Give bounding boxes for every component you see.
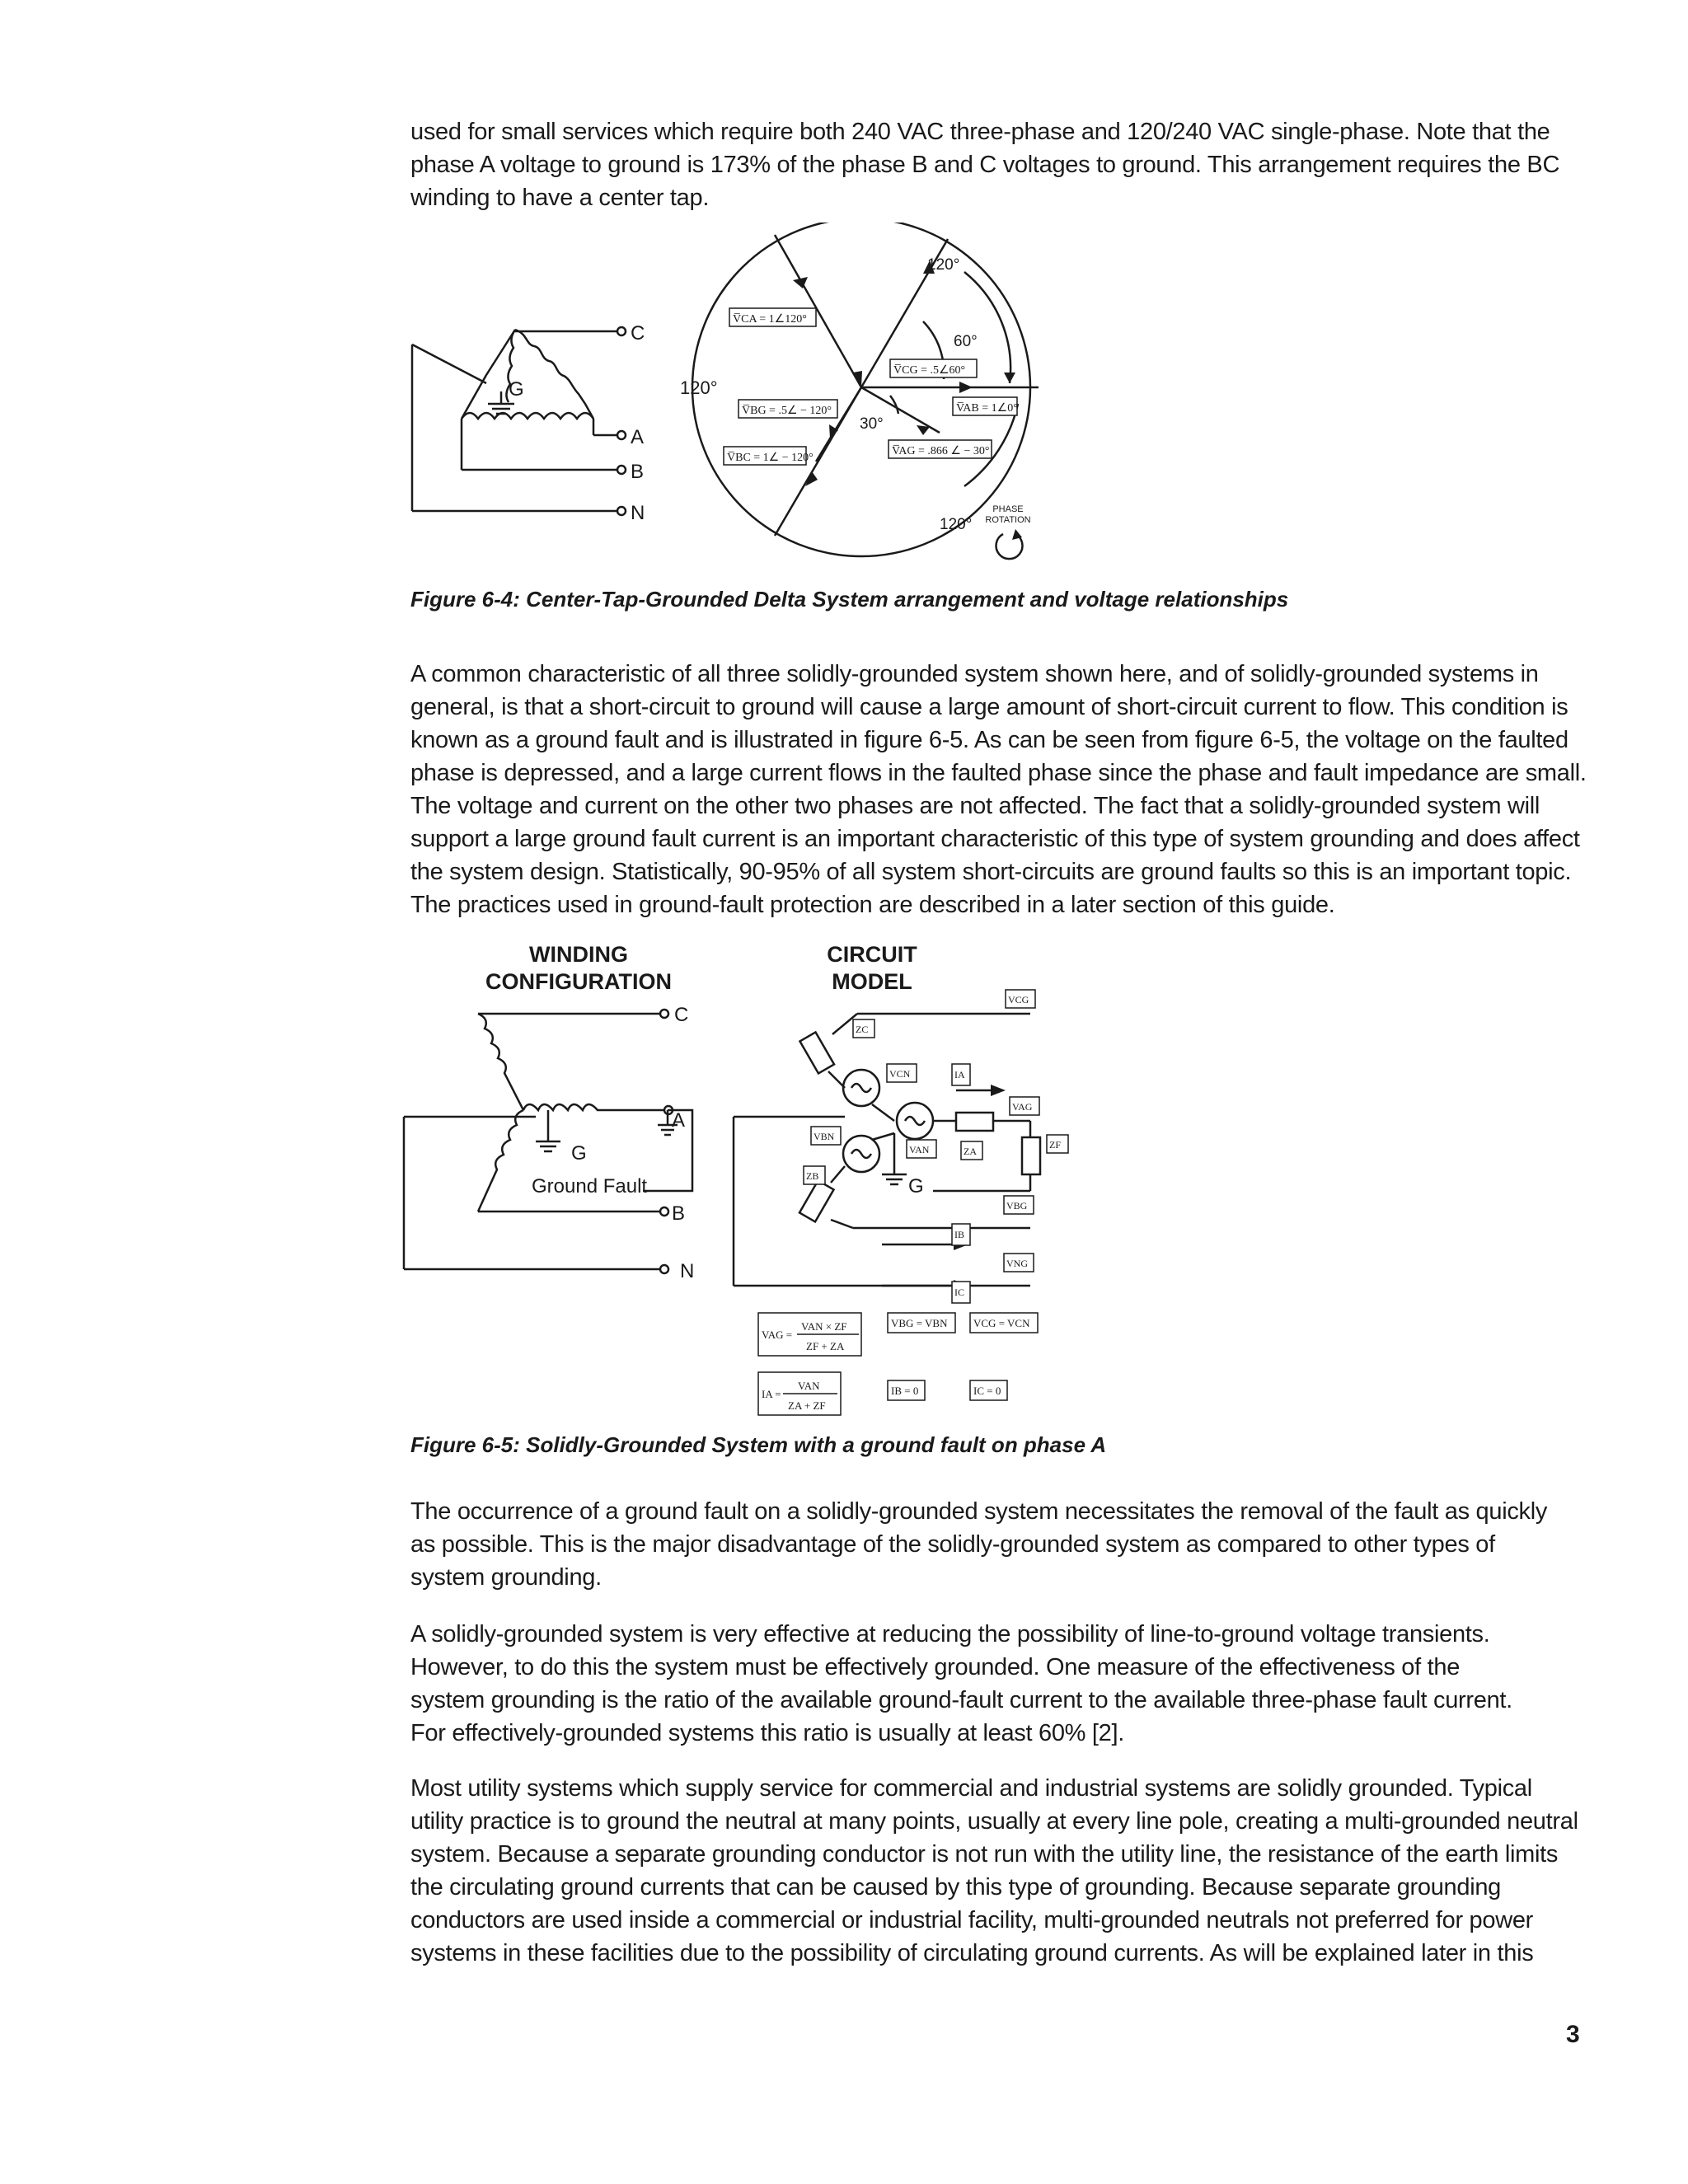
terminal-c-label: C bbox=[674, 1004, 689, 1026]
text-line: A common characteristic of all three solidly-grounded system shown here, and of solidly-grounded systems in bbox=[410, 661, 1539, 687]
terminal-b-label: B bbox=[631, 461, 645, 483]
label-zc: ZC bbox=[856, 1024, 869, 1035]
eq-ia-denominator: ZA + ZF bbox=[788, 1399, 826, 1412]
text-line: However, to do this the system must be effectively grounded. One measure of the effectiveness of the bbox=[410, 1654, 1461, 1680]
label-vcg: VCG bbox=[1008, 994, 1029, 1005]
ground-fault-paragraph bbox=[410, 658, 1587, 921]
phase-rotation-label-2: ROTATION bbox=[985, 515, 1031, 525]
text-line: conductors are used inside a commercial or industrial facility, multi-grounded neutrals not preferred for power bbox=[410, 1907, 1534, 1933]
text-line: system grounding. bbox=[410, 1564, 602, 1591]
eq-vag-lhs: VAG = bbox=[762, 1329, 793, 1341]
circuit-title-1: CIRCUIT bbox=[827, 942, 917, 967]
text-line: phase is depressed, and a large current flows in the faulted phase since the phase and fault impedance are small. bbox=[410, 760, 1587, 786]
label-vbn: VBN bbox=[814, 1131, 835, 1142]
terminal-c-label: C bbox=[631, 322, 645, 344]
phasor-vab-label: V̅AB = 1∠0° bbox=[956, 402, 1018, 415]
text-line: the system design. Statistically, 90-95% of all system short-circuits are ground faults so this is an important topic. bbox=[410, 859, 1572, 885]
eq-ib: IB = 0 bbox=[891, 1385, 919, 1397]
circuit-title-2: MODEL bbox=[832, 969, 912, 994]
figure-6-5-caption: Figure 6-5: Solidly-Grounded System with a ground fault on phase A bbox=[410, 1432, 1107, 1457]
ground-g-label: G bbox=[571, 1142, 587, 1165]
phasor-vcg-label: V̅CG = .5∠60° bbox=[893, 364, 966, 377]
model-ground-g-label: G bbox=[908, 1175, 924, 1197]
text-line: The practices used in ground-fault protection are described in a later section of this guide. bbox=[410, 892, 1335, 918]
label-za: ZA bbox=[964, 1146, 977, 1157]
winding-title-2: CONFIGURATION bbox=[485, 969, 672, 994]
text-line: For effectively-grounded systems this ratio is usually at least 60% [2]. bbox=[410, 1720, 1124, 1746]
eq-ic: IC = 0 bbox=[973, 1385, 1001, 1397]
eq-vag-denominator: ZF + ZA bbox=[806, 1340, 845, 1352]
text-line: used for small services which require both 240 VAC three-phase and 120/240 VAC single-phase. Note that the bbox=[410, 119, 1550, 145]
label-zf: ZF bbox=[1049, 1139, 1062, 1151]
angle-sixty-label: 60° bbox=[954, 333, 978, 350]
terminal-n-label: N bbox=[631, 502, 645, 524]
eq-vag-numerator: VAN × ZF bbox=[801, 1320, 847, 1333]
ground-fault-label: Ground Fault bbox=[532, 1175, 648, 1197]
text-line: as possible. This is the major disadvantage of the solidly-grounded system as compared to other types of bbox=[410, 1531, 1495, 1558]
ground-g-label: G bbox=[509, 378, 524, 401]
label-ia: IA bbox=[954, 1069, 965, 1080]
eq-vcg: VCG = VCN bbox=[973, 1317, 1030, 1329]
label-vag: VAG bbox=[1012, 1101, 1033, 1113]
phasor-vbg-label: V̅BG = .5∠ − 120° bbox=[742, 405, 832, 417]
figure-6-5-diagram bbox=[396, 935, 1071, 1426]
text-line: winding to have a center tap. bbox=[410, 185, 710, 211]
figure-6-4-diagram bbox=[396, 223, 1080, 577]
label-van: VAN bbox=[909, 1144, 930, 1155]
eq-vbg: VBG = VBN bbox=[891, 1317, 948, 1329]
text-line: system. Because a separate grounding conductor is not run with the utility line, the resistance of the earth limits bbox=[410, 1841, 1559, 1868]
label-vng: VNG bbox=[1006, 1258, 1028, 1269]
effective-grounding-paragraph bbox=[410, 1618, 1564, 1750]
text-line: support a large ground fault current is an important characteristic of this type of system grounding and does affect bbox=[410, 826, 1580, 852]
label-ib: IB bbox=[954, 1229, 964, 1240]
text-line: known as a ground fault and is illustrated in figure 6-5. As can be seen from figure 6-5, the voltage on the faulted bbox=[410, 727, 1568, 753]
terminal-n-label: N bbox=[680, 1260, 695, 1282]
terminal-a-label: A bbox=[672, 1109, 686, 1132]
text-line: The occurrence of a ground fault on a solidly-grounded system necessitates the removal of the fault as quickly bbox=[410, 1498, 1548, 1525]
angle-thirty-label: 30° bbox=[860, 415, 884, 433]
fault-removal-paragraph bbox=[410, 1495, 1564, 1594]
terminal-a-label: A bbox=[631, 426, 645, 448]
label-vcn: VCN bbox=[889, 1068, 911, 1080]
text-line: system grounding is the ratio of the available ground-fault current to the available three-phase fault current. bbox=[410, 1687, 1512, 1713]
phasor-vca-label: V̅CA = 1∠120° bbox=[733, 313, 807, 326]
phasor-vag-label: V̅AG = .866 ∠ − 30° bbox=[892, 445, 990, 457]
text-line: The voltage and current on the other two phases are not affected. The fact that a solidly-grounded system will bbox=[410, 793, 1540, 819]
text-line: A solidly-grounded system is very effective at reducing the possibility of line-to-ground voltage transients. bbox=[410, 1621, 1490, 1647]
text-line: phase A voltage to ground is 173% of the phase B and C voltages to ground. This arrangement requires the BC bbox=[410, 152, 1560, 178]
utility-systems-paragraph bbox=[410, 1772, 1578, 1970]
angle-left-label: 120° bbox=[680, 377, 718, 398]
angle-top-label: 120° bbox=[927, 256, 960, 274]
text-line: systems in these facilities due to the possibility of circulating ground currents. As will be explained later in this bbox=[410, 1940, 1534, 1966]
text-line: general, is that a short-circuit to ground will cause a large amount of short-circuit current to flow. This condition is bbox=[410, 694, 1568, 720]
label-zb: ZB bbox=[806, 1170, 819, 1182]
terminal-b-label: B bbox=[672, 1202, 686, 1225]
winding-title-1: WINDING bbox=[529, 942, 628, 967]
page-number: 3 bbox=[1566, 2021, 1580, 2048]
intro-paragraph bbox=[410, 115, 1564, 214]
figure-6-4-caption: Figure 6-4: Center-Tap-Grounded Delta System arrangement and voltage relationships bbox=[410, 587, 1289, 612]
label-vbg: VBG bbox=[1006, 1200, 1028, 1212]
text-line: Most utility systems which supply service for commercial and industrial systems are solidly grounded. Typical bbox=[410, 1775, 1532, 1802]
text-line: the circulating ground currents that can be caused by this type of grounding. Because separate grounding bbox=[410, 1874, 1502, 1900]
label-ic: IC bbox=[954, 1286, 964, 1298]
phasor-vbc-label: V̅BC = 1∠ − 120° bbox=[727, 452, 814, 464]
phase-rotation-label-1: PHASE bbox=[992, 504, 1024, 514]
eq-ia-numerator: VAN bbox=[798, 1380, 820, 1392]
angle-bottom-label: 120° bbox=[940, 516, 973, 533]
text-line: utility practice is to ground the neutral at many points, usually at every line pole, creating a multi-grounded neutral bbox=[410, 1808, 1578, 1835]
eq-ia-lhs: IA = bbox=[762, 1388, 781, 1400]
